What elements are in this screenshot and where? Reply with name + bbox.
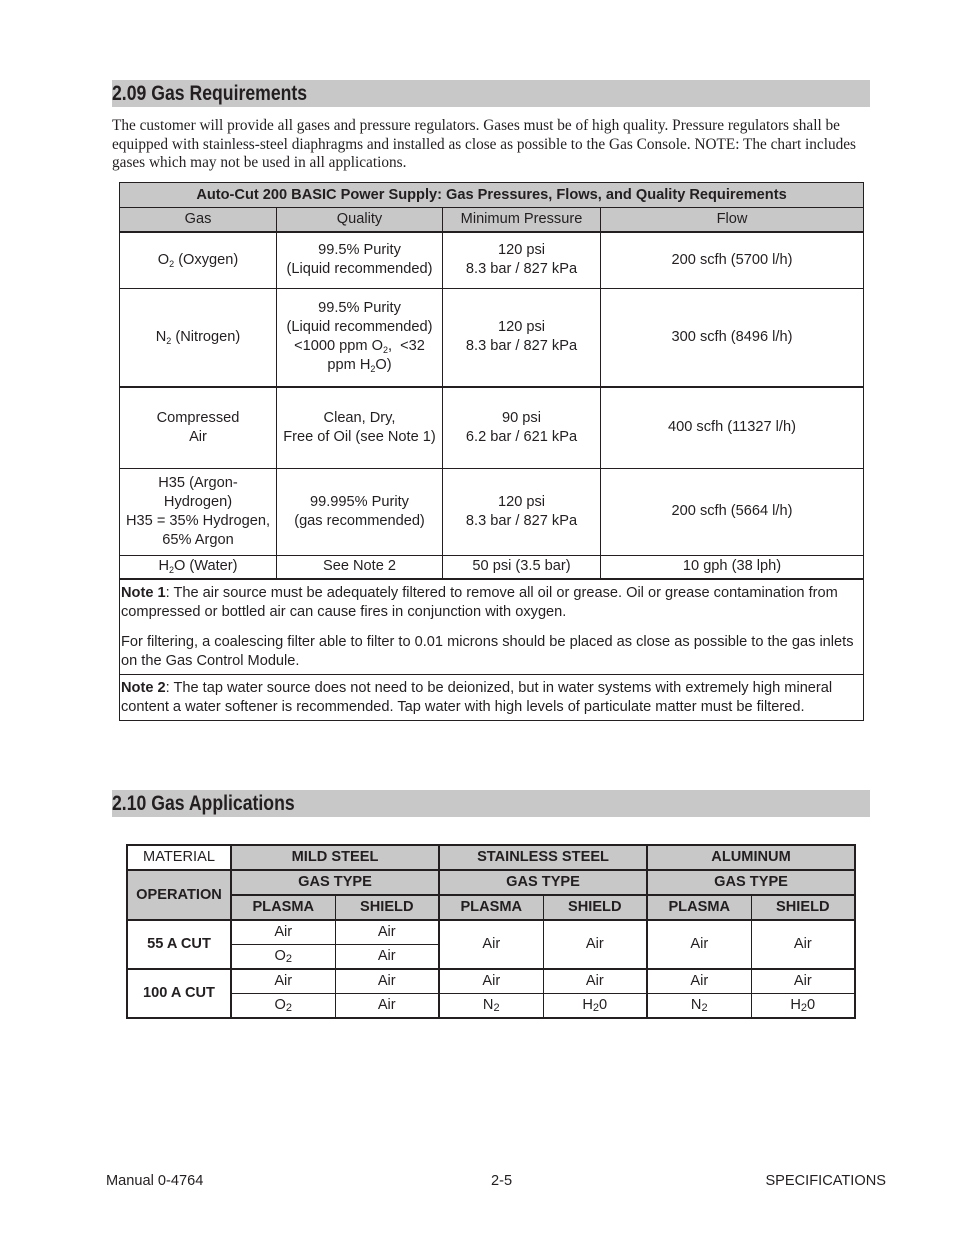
intro-paragraph: The customer will provide all gases and pressure regulators. Gases must be of high quality. Pressure regulators shall be equipped with stainless-steel diaphragms and installed as close as possible to the Gas Console. NOTE: The chart includes gases which may not be used in all applications. (112, 117, 857, 171)
cell-ss-shield: Air (543, 920, 647, 969)
header-flow: Flow (601, 208, 864, 233)
plasma-header: PLASMA (439, 895, 543, 920)
cell-ms-plasma: O2 (231, 945, 335, 970)
section-title-gas-requirements: 2.09 Gas Requirements (112, 82, 308, 105)
table-row-water (120, 555, 864, 579)
cell-al-shield: Air (751, 969, 855, 994)
cell-quality: See Note 2 (277, 555, 443, 579)
cell-gas: $N_2$ (Nitrogen) (120, 288, 277, 387)
cell-pressure: 120 psi 8.3 bar / 827 kPa (443, 468, 601, 555)
cell-pressure: 120 psi 8.3 bar / 827 kPa (443, 288, 601, 387)
cell-quality: 99.5% Purity (Liquid recommended) (277, 232, 443, 288)
table-title: Auto-Cut 200 BASIC Power Supply: Gas Pressures, Flows, and Quality Requirements (120, 183, 864, 208)
material-aluminum: ALUMINUM (647, 845, 855, 870)
cell-ss-plasma: Air (439, 920, 543, 969)
plasma-header: PLASMA (647, 895, 751, 920)
operation-100a-cut: 100 A CUT (127, 969, 231, 1018)
note-2: Note 2: The tap water source does not need to be deionized, but in water systems with extremely high mineral content a water softener is recommended. Tap water with high levels of particulate matter must be filtered. (120, 675, 864, 721)
section-heading-bar (112, 80, 870, 107)
table-row-55a-1 (127, 920, 855, 945)
cell-ms-plasma: O2 (231, 994, 335, 1019)
gas-type-header: GAS TYPE (231, 870, 439, 895)
gas-requirements-table (119, 182, 864, 721)
footer-page-number: 2-5 (491, 1173, 513, 1189)
cell-quality: 99.5% Purity (Liquid recommended) <1000 ppm $O_2$, <32 ppm $H_2O$) (277, 288, 443, 387)
cell-ms-shield: Air (335, 994, 439, 1019)
cell-al-plasma: N2 (647, 994, 751, 1019)
header-minimum-pressure: Minimum Pressure (443, 208, 601, 233)
cell-ms-plasma: Air (231, 920, 335, 945)
cell-gas: H35 (Argon- Hydrogen) H35 = 35% Hydrogen, 65% Argon (120, 468, 277, 555)
cell-ms-shield: Air (335, 969, 439, 994)
shield-header: SHIELD (543, 895, 647, 920)
cell-ss-plasma: Air (439, 969, 543, 994)
header-quality: Quality (277, 208, 443, 233)
cell-flow: 300 scfh (8496 l/h) (601, 288, 864, 387)
cell-ms-plasma: Air (231, 969, 335, 994)
cell-ss-plasma: N2 (439, 994, 543, 1019)
material-row (127, 845, 855, 870)
operation-label: OPERATION (127, 870, 231, 920)
cell-flow: 200 scfh (5700 l/h) (601, 232, 864, 288)
cell-flow: 400 scfh (11327 l/h) (601, 387, 864, 468)
material-mild-steel: MILD STEEL (231, 845, 439, 870)
cell-pressure: 50 psi (3.5 bar) (443, 555, 601, 579)
cell-pressure: 120 psi 8.3 bar / 827 kPa (443, 232, 601, 288)
cell-al-plasma: Air (647, 969, 751, 994)
plasma-header: PLASMA (231, 895, 335, 920)
cell-gas: Compressed Air (120, 387, 277, 468)
cell-gas: $H_2O$ (Water) (120, 555, 277, 579)
operation-55a-cut: 55 A CUT (127, 920, 231, 969)
note-1: Note 1: The air source must be adequately filtered to remove all oil or grease. Oil or grease contamination from compressed or bottled air can cause fires in conjunction with oxygen. For filtering, a coalescing filter able to filter to 0.01 microns should be placed as close as possible to the gas inlets on the Gas Control Module. (120, 579, 864, 675)
footer-manual-number: Manual 0-4764 (106, 1173, 204, 1189)
material-label: MATERIAL (127, 845, 231, 870)
cell-ss-shield: Air (543, 969, 647, 994)
cell-gas: $O_2$ (Oxygen) (120, 232, 277, 288)
shield-header: SHIELD (751, 895, 855, 920)
section-heading-bar (112, 790, 870, 817)
cell-flow: 10 gph (38 lph) (601, 555, 864, 579)
cell-ss-shield: H20 (543, 994, 647, 1019)
section-title-gas-applications: 2.10 Gas Applications (112, 792, 295, 815)
table-row-100a-2 (127, 994, 855, 1019)
cell-pressure: 90 psi 6.2 bar / 621 kPa (443, 387, 601, 468)
table-row-100a-1 (127, 969, 855, 994)
table-row-h35 (120, 468, 864, 555)
table-row-nitrogen (120, 288, 864, 387)
table-row-note-1 (120, 579, 864, 675)
gas-applications-table (126, 844, 856, 1019)
cell-al-plasma: Air (647, 920, 751, 969)
cell-ms-shield: Air (335, 920, 439, 945)
cell-al-shield: Air (751, 920, 855, 969)
gas-type-row (127, 870, 855, 895)
table-header-row (120, 208, 864, 233)
header-gas: Gas (120, 208, 277, 233)
plasma-shield-row (127, 895, 855, 920)
gas-type-header: GAS TYPE (439, 870, 647, 895)
table-row-note-2 (120, 675, 864, 721)
table-row-compressed-air (120, 387, 864, 468)
cell-ms-shield: Air (335, 945, 439, 970)
gas-type-header: GAS TYPE (647, 870, 855, 895)
cell-quality: Clean, Dry, Free of Oil (see Note 1) (277, 387, 443, 468)
cell-al-shield: H20 (751, 994, 855, 1019)
material-stainless-steel: STAINLESS STEEL (439, 845, 647, 870)
footer-section-name: SPECIFICATIONS (765, 1173, 886, 1189)
table-row-oxygen (120, 232, 864, 288)
cell-quality: 99.995% Purity (gas recommended) (277, 468, 443, 555)
shield-header: SHIELD (335, 895, 439, 920)
cell-flow: 200 scfh (5664 l/h) (601, 468, 864, 555)
